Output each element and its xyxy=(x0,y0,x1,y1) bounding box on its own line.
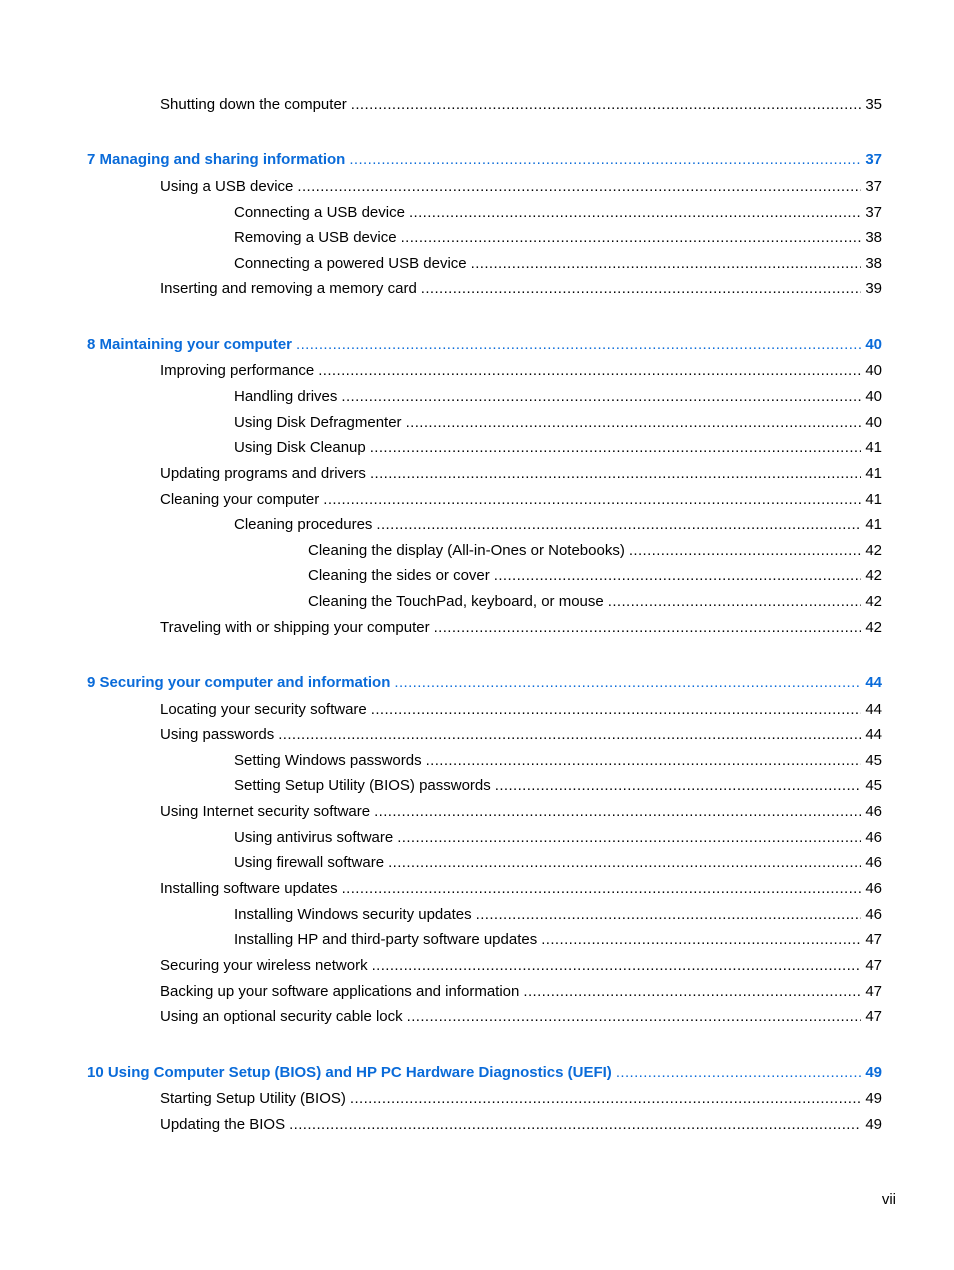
toc-entry-page: 37 xyxy=(865,178,882,195)
toc-entry-label: Handling drives xyxy=(234,388,338,405)
toc-entry-label: Connecting a powered USB device xyxy=(234,255,467,272)
toc-entry[interactable] xyxy=(234,439,882,457)
toc-entry[interactable] xyxy=(234,906,882,924)
toc-entry[interactable] xyxy=(160,491,882,509)
toc-entry[interactable] xyxy=(234,414,882,432)
toc-entry-page: 40 xyxy=(865,388,882,405)
toc-entry[interactable] xyxy=(160,178,882,196)
toc-entry-label: Updating programs and drivers xyxy=(160,465,366,482)
toc-entry-page: 47 xyxy=(865,983,882,1000)
toc-entry[interactable] xyxy=(160,701,882,719)
dot-leader xyxy=(296,336,861,354)
toc-entry[interactable] xyxy=(160,983,882,1001)
toc-entry-label: Setting Windows passwords xyxy=(234,752,422,769)
toc-entry[interactable] xyxy=(234,931,882,949)
toc-entry-page: 49 xyxy=(865,1064,882,1081)
dot-leader xyxy=(372,957,862,975)
dot-leader xyxy=(297,178,861,196)
toc-entry-page: 40 xyxy=(865,414,882,431)
toc-entry[interactable] xyxy=(160,465,882,483)
toc-entry-page: 40 xyxy=(865,362,882,379)
toc-entry-page: 37 xyxy=(865,151,882,168)
toc-entry-label: Cleaning procedures xyxy=(234,516,373,533)
dot-leader xyxy=(608,593,862,611)
toc-entry-page: 37 xyxy=(865,204,882,221)
toc-entry-label: Installing HP and third-party software updates xyxy=(234,931,538,948)
toc-entry-page: 41 xyxy=(865,439,882,456)
toc-entry-page: 39 xyxy=(865,280,882,297)
toc-entry-page: 44 xyxy=(865,701,882,718)
toc-entry[interactable] xyxy=(234,752,882,770)
dot-leader xyxy=(629,542,861,560)
dot-leader xyxy=(318,362,861,380)
toc-entry-page: 42 xyxy=(865,542,882,559)
dot-leader xyxy=(370,465,861,483)
toc-entry-label: Backing up your software applications and information xyxy=(160,983,520,1000)
toc-entry-page: 47 xyxy=(865,1008,882,1025)
dot-leader xyxy=(495,777,862,795)
toc-entry[interactable] xyxy=(234,388,882,406)
toc-entry-label: 9 Securing your computer and information xyxy=(87,674,391,691)
toc-entry[interactable] xyxy=(160,803,882,821)
toc-entry[interactable] xyxy=(234,516,882,534)
toc-entry[interactable] xyxy=(234,854,882,872)
toc-entry-page: 41 xyxy=(865,465,882,482)
toc-chapter-entry[interactable] xyxy=(87,336,882,354)
toc-chapter-entry[interactable] xyxy=(87,674,882,692)
dot-leader xyxy=(376,516,861,534)
toc-entry-page: 44 xyxy=(865,674,882,691)
toc-entry-page: 40 xyxy=(865,336,882,353)
toc-entry-label: Cleaning the TouchPad, keyboard, or mouse xyxy=(308,593,604,610)
toc-entry[interactable] xyxy=(308,593,882,611)
dot-leader xyxy=(289,1116,861,1134)
toc-entry-label: Using firewall software xyxy=(234,854,385,871)
dot-leader xyxy=(471,255,862,273)
toc-entry-label: Using Disk Defragmenter xyxy=(234,414,402,431)
dot-leader xyxy=(323,491,861,509)
toc-entry-label: Securing your wireless network xyxy=(160,957,368,974)
dot-leader xyxy=(406,414,862,432)
dot-leader xyxy=(371,701,862,719)
toc-entry-label: Using antivirus software xyxy=(234,829,394,846)
toc-entry[interactable] xyxy=(234,229,882,247)
toc-entry-label: Shutting down the computer xyxy=(160,96,347,113)
dot-leader xyxy=(421,280,862,298)
dot-leader xyxy=(407,1008,862,1026)
toc-entry[interactable] xyxy=(234,829,882,847)
dot-leader xyxy=(370,439,862,457)
toc-entry-label: Using a USB device xyxy=(160,178,294,195)
toc-entry-page: 45 xyxy=(865,752,882,769)
dot-leader xyxy=(397,829,861,847)
toc-entry-label: Starting Setup Utility (BIOS) xyxy=(160,1090,346,1107)
toc-entry-label: Installing Windows security updates xyxy=(234,906,472,923)
dot-leader xyxy=(374,803,861,821)
dot-leader xyxy=(278,726,861,744)
toc-entry[interactable] xyxy=(160,880,882,898)
toc-entry-label: 8 Maintaining your computer xyxy=(87,336,293,353)
toc-entry-page: 44 xyxy=(865,726,882,743)
toc-entry-page: 47 xyxy=(865,957,882,974)
dot-leader xyxy=(541,931,861,949)
dot-leader xyxy=(523,983,861,1001)
toc-entry[interactable] xyxy=(160,280,882,298)
toc-entry-page: 49 xyxy=(865,1090,882,1107)
toc-entry-page: 49 xyxy=(865,1116,882,1133)
toc-entry-label: Updating the BIOS xyxy=(160,1116,286,1133)
toc-entry[interactable] xyxy=(160,1090,882,1108)
dot-leader xyxy=(351,96,862,114)
toc-entry[interactable] xyxy=(160,1116,882,1134)
toc-entry[interactable] xyxy=(308,567,882,585)
toc-chapter-entry[interactable] xyxy=(87,1064,882,1082)
toc-entry-label: Using passwords xyxy=(160,726,275,743)
toc-entry-page: 42 xyxy=(865,619,882,636)
toc-entry-page: 41 xyxy=(865,516,882,533)
toc-entry-label: 10 Using Computer Setup (BIOS) and HP PC Hardware Diagnostics (UEFI) xyxy=(87,1064,612,1081)
dot-leader xyxy=(476,906,862,924)
toc-entry-page: 42 xyxy=(865,567,882,584)
toc-entry[interactable] xyxy=(308,542,882,560)
toc-entry[interactable] xyxy=(160,957,882,975)
toc-entry-label: Cleaning the display (All-in-Ones or Notebooks) xyxy=(308,542,625,559)
toc-entry-page: 46 xyxy=(865,906,882,923)
toc-entry-label: Locating your security software xyxy=(160,701,367,718)
toc-entry[interactable] xyxy=(160,726,882,744)
toc-entry[interactable] xyxy=(160,96,882,114)
toc-entry-label: Using an optional security cable lock xyxy=(160,1008,403,1025)
toc-entry[interactable] xyxy=(160,362,882,380)
toc-entry-label: Connecting a USB device xyxy=(234,204,405,221)
dot-leader xyxy=(349,151,861,169)
dot-leader xyxy=(409,204,861,222)
dot-leader xyxy=(350,1090,861,1108)
toc-entry[interactable] xyxy=(234,255,882,273)
toc-entry-label: Using Disk Cleanup xyxy=(234,439,366,456)
dot-leader xyxy=(388,854,861,872)
toc-entry-page: 38 xyxy=(865,229,882,246)
toc-entry-page: 35 xyxy=(865,96,882,113)
toc-entry-label: Cleaning the sides or cover xyxy=(308,567,490,584)
toc-entry-page: 46 xyxy=(865,854,882,871)
toc-entry-label: Removing a USB device xyxy=(234,229,397,246)
toc-entry[interactable] xyxy=(234,204,882,222)
toc-entry-label: Inserting and removing a memory card xyxy=(160,280,417,297)
toc-entry-label: Setting Setup Utility (BIOS) passwords xyxy=(234,777,491,794)
toc-entry-page: 42 xyxy=(865,593,882,610)
toc-entry-label: Cleaning your computer xyxy=(160,491,320,508)
toc-entry-label: 7 Managing and sharing information xyxy=(87,151,346,168)
toc-entry-label: Traveling with or shipping your computer xyxy=(160,619,430,636)
toc-entry-page: 38 xyxy=(865,255,882,272)
dot-leader xyxy=(434,619,862,637)
toc-entry[interactable] xyxy=(160,1008,882,1026)
toc-entry-page: 47 xyxy=(865,931,882,948)
toc-chapter-entry[interactable] xyxy=(87,151,882,169)
toc-entry-page: 41 xyxy=(865,491,882,508)
dot-leader xyxy=(494,567,862,585)
dot-leader xyxy=(342,880,862,898)
toc-entry-label: Using Internet security software xyxy=(160,803,371,820)
dot-leader xyxy=(401,229,862,247)
dot-leader xyxy=(394,674,861,692)
dot-leader xyxy=(616,1064,862,1082)
toc-entry[interactable] xyxy=(160,619,882,637)
dot-leader xyxy=(341,388,861,406)
dot-leader xyxy=(426,752,862,770)
toc-entry-page: 46 xyxy=(865,803,882,820)
toc-entry-label: Improving performance xyxy=(160,362,315,379)
toc-entry-page: 45 xyxy=(865,777,882,794)
toc-entry-page: 46 xyxy=(865,829,882,846)
page-number: vii xyxy=(881,1191,896,1208)
toc-entry-page: 46 xyxy=(865,880,882,897)
toc-entry-label: Installing software updates xyxy=(160,880,338,897)
toc-entry[interactable] xyxy=(234,777,882,795)
